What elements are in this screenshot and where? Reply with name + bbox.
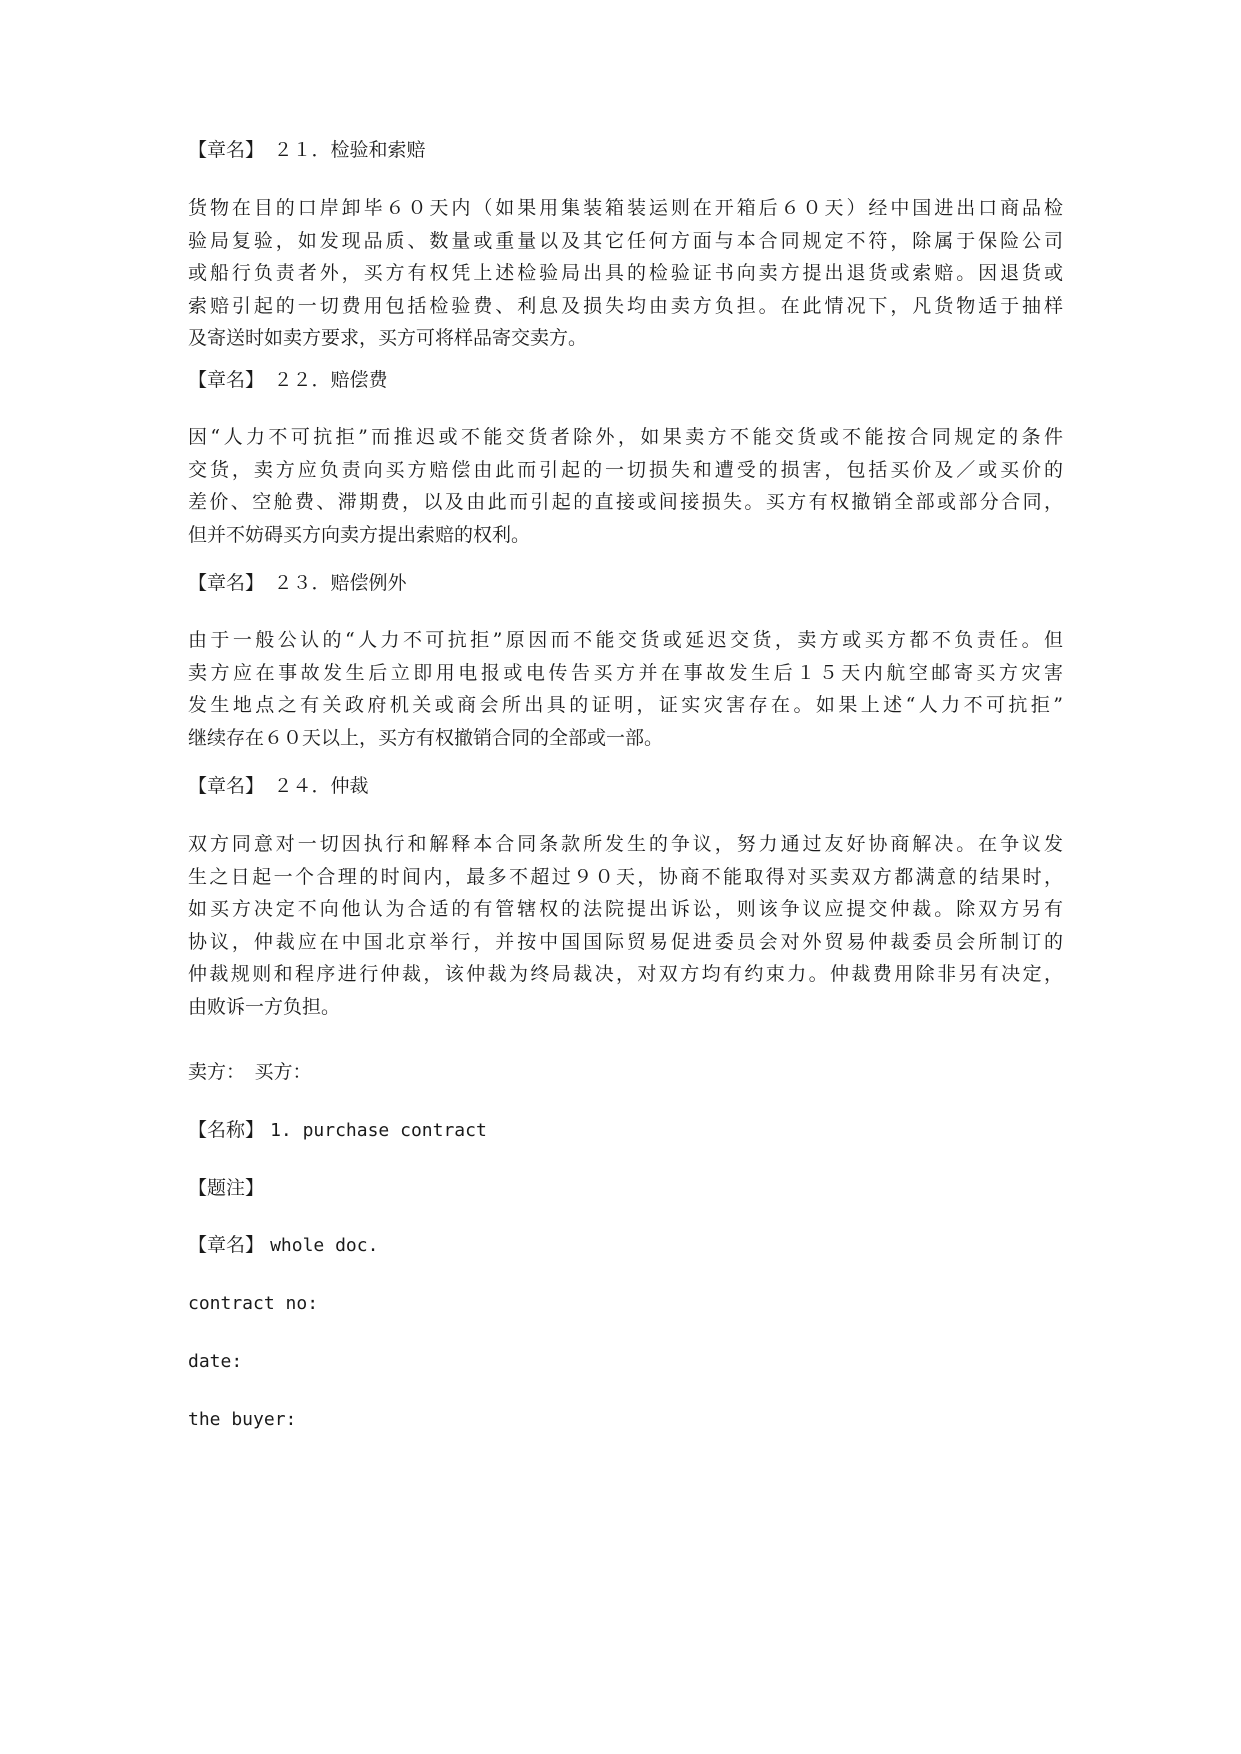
date-field: date: — [188, 1351, 243, 1372]
paragraph-line: 差价、空舱费、滞期费，以及由此而引起的直接或间接损失。买方有权撤销全部或部分合同， — [188, 491, 1063, 514]
contract-no-field: contract no: — [188, 1293, 319, 1314]
paragraph-line: 生之日起一个合理的时间内，最多不超过９０天，协商不能取得对买卖双方都满意的结果时， — [188, 865, 1063, 888]
paragraph-line: 或船行负责者外，买方有权凭上述检验局出具的检验证书向卖方提出退货或索赔。因退货或 — [188, 262, 1063, 285]
paragraph-line: 交货，卖方应负责向买方赔偿由此而引起的一切损失和遭受的损害，包括买价及／或买价的 — [188, 458, 1063, 481]
section-body-23 — [188, 624, 1063, 754]
paragraph-line: 货物在目的口岸卸毕６０天内（如果用集装箱装运则在开箱后６０天）经中国进出口商品检 — [188, 197, 1063, 219]
paragraph-line: 仲裁规则和程序进行仲裁，该仲裁为终局裁决，对双方均有约束力。仲裁费用除非另有决定， — [188, 963, 1063, 986]
paragraph-line: 如买方决定不向他认为合适的有管辖权的法院提出诉讼，则该争议应提交仲裁。除双方另有 — [188, 898, 1063, 921]
paragraph-line: 及寄送时如卖方要求，买方可将样品寄交卖方。 — [188, 327, 588, 350]
section-body-24 — [188, 828, 1063, 1024]
paragraph-line: 因“人力不可抗拒”而推迟或不能交货者除外，如果卖方不能交货或不能按合同规定的条件 — [188, 426, 1063, 448]
paragraph-line: 由败诉一方负担。 — [188, 995, 341, 1018]
paragraph-line: 索赔引起的一切费用包括检验费、利息及损失均由卖方负担。在此情况下，凡货物适于抽样 — [188, 294, 1063, 317]
section-body-22 — [188, 421, 1063, 551]
paragraph-line: 卖方应在事故发生后立即用电报或电传告买方并在事故发生后１５天内航空邮寄买方灾害 — [188, 661, 1063, 684]
chapter-row — [188, 1229, 378, 1262]
paragraph-line: 协议，仲裁应在中国北京举行，并按中国国际贸易促进委员会对外贸易仲裁委员会所制订的 — [188, 930, 1063, 953]
section-heading-22: 【章名】 ２２．赔偿费 — [188, 369, 388, 391]
paragraph-line: 继续存在６０天以上，买方有权撤销合同的全部或一部。 — [188, 726, 664, 749]
section-body-21 — [188, 192, 1063, 355]
name-label: 【名称】 — [188, 1119, 265, 1141]
paragraph-line: 但并不妨碍买方向卖方提出索赔的权利。 — [188, 523, 531, 546]
section-heading-24: 【章名】 ２４．仲裁 — [188, 775, 369, 797]
paragraph-line: 由于一般公认的“人力不可抗拒”原因而不能交货或延迟交货，卖方或买方都不负责任。但 — [188, 629, 1063, 651]
paragraph-line: 发生地点之有关政府机关或商会所出具的证明，证实灾害存在。如果上述“人力不可抗拒” — [188, 694, 1063, 717]
section-heading-23: 【章名】 ２３．赔偿例外 — [188, 572, 407, 594]
name-row — [188, 1114, 487, 1147]
signature-line: 卖方： 买方： — [188, 1061, 312, 1083]
paragraph-line: 验局复验，如发现品质、数量或重量以及其它任何方面与本合同规定不符，除属于保险公司 — [188, 229, 1063, 252]
caption-label: 【题注】 — [188, 1177, 265, 1199]
chapter-label: 【章名】 — [188, 1234, 265, 1256]
name-value: 1. purchase contract — [270, 1120, 487, 1141]
chapter-value: whole doc. — [270, 1235, 379, 1256]
paragraph-line: 双方同意对一切因执行和解释本合同条款所发生的争议，努力通过友好协商解决。在争议发 — [188, 833, 1063, 855]
buyer-field: the buyer: — [188, 1409, 297, 1430]
section-heading-21: 【章名】 ２１．检验和索赔 — [188, 139, 426, 161]
